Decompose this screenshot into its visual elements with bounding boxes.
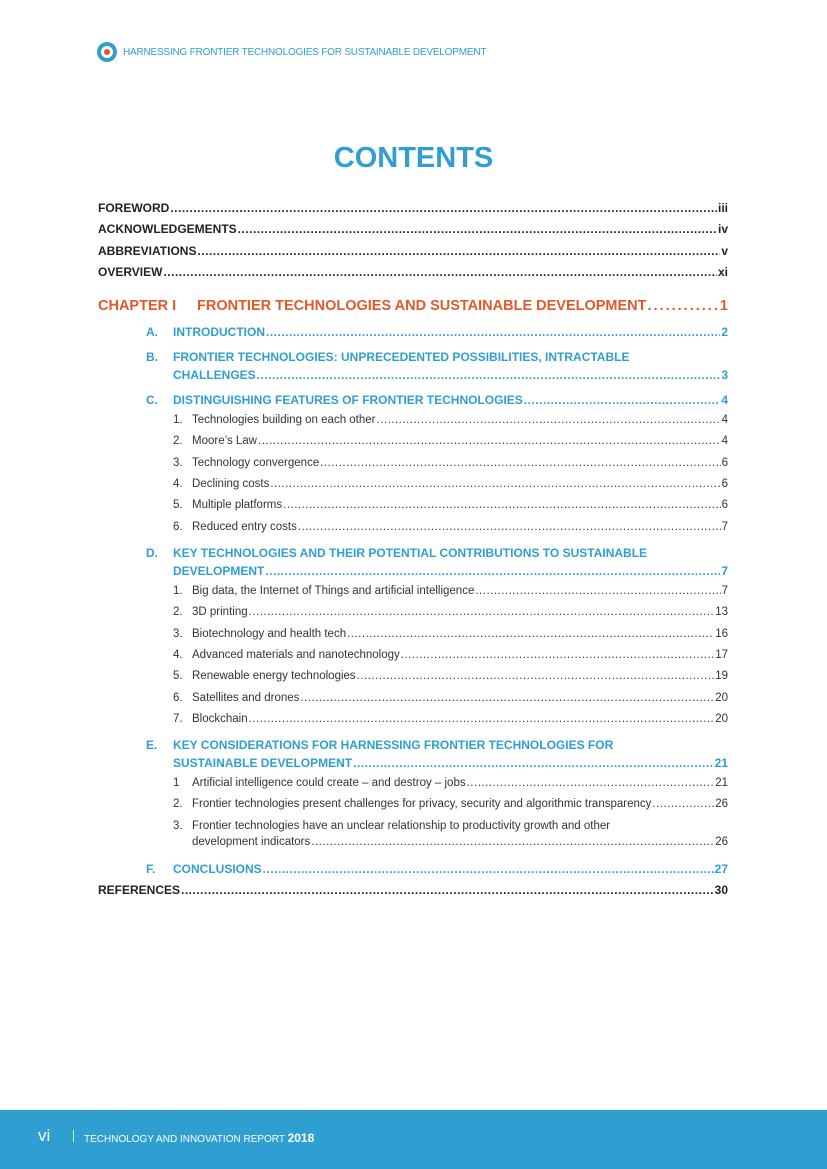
toc-subsection[interactable] [173,670,728,683]
toc-section-b[interactable] [146,350,728,364]
toc-section-d[interactable] [146,546,728,560]
toc-subsection[interactable] [173,820,728,832]
entry-label: Frontier technologies present challenges for privacy, security and algorithmic transparency [192,798,652,810]
dot-leader [170,201,717,215]
running-title: HARNESSING FRONTIER TECHNOLOGIES FOR SUSTAINABLE DEVELOPMENT [123,46,487,58]
toc-entry-acknowledgements[interactable] [98,222,728,236]
section-letter: D. [146,546,158,560]
item-number: 6. [173,691,183,704]
toc-subsection[interactable] [173,435,728,448]
running-header [97,42,486,62]
dot-leader [524,393,721,407]
entry-page: 7 [721,564,728,578]
toc-subsection[interactable] [173,499,728,512]
dot-leader [181,883,714,897]
dot-leader [163,265,717,279]
dot-leader [257,368,721,382]
item-number: 5. [173,670,183,683]
dot-leader [263,862,714,876]
toc-section-e[interactable] [146,738,728,752]
entry-label: development indicators [192,836,311,848]
dot-leader [353,756,714,770]
entry-page: 3 [721,368,728,382]
entry-label: KEY CONSIDERATIONS FOR HARNESSING FRONTIER TECHNOLOGIES FOR [173,738,614,752]
toc-subsection[interactable] [173,477,728,490]
toc-entry-abbreviations[interactable] [98,244,728,258]
toc-subsection[interactable] [173,691,728,704]
entry-page: 30 [714,883,728,897]
toc-entry-foreword[interactable] [98,201,728,215]
toc-subsection[interactable] [173,712,728,725]
dot-leader [270,478,720,490]
entry-label: Declining costs [192,477,270,490]
toc-subsection[interactable] [173,585,728,597]
item-number: 1 [173,777,180,789]
entry-label: Blockchain [192,712,248,725]
dot-leader [283,499,720,511]
entry-label: FOREWORD [98,201,170,215]
entry-label: KEY TECHNOLOGIES AND THEIR POTENTIAL CONTRIBUTIONS TO SUSTAINABLE [173,546,648,560]
page-title: CONTENTS [333,142,494,174]
entry-label: Renewable energy technologies [192,670,356,683]
item-number: 4. [173,648,183,661]
chapter-title: FRONTIER TECHNOLOGIES AND SUSTAINABLE DEVELOPMENT [197,298,647,314]
toc-subsection-cont[interactable] [192,836,728,848]
toc-section-a[interactable] [146,325,728,339]
report-title: TECHNOLOGY AND INNOVATION REPORT [84,1134,285,1145]
page-number: vi [38,1126,51,1145]
dot-leader [197,244,720,258]
report-name [84,1131,314,1145]
toc-subsection[interactable] [173,648,728,661]
entry-page: 20 [715,691,728,704]
toc-section-f[interactable] [146,862,728,876]
toc-entry-overview[interactable] [98,265,728,279]
toc-subsection[interactable] [173,606,728,619]
entry-page: 7 [721,520,728,533]
entry-label: OVERVIEW [98,265,163,279]
divider [73,1130,74,1142]
dot-leader [377,414,721,426]
entry-label: ABBREVIATIONS [98,244,197,258]
entry-page: 6 [721,477,728,490]
entry-page: 16 [715,627,728,640]
item-number: 2. [173,606,183,619]
item-number: 5. [173,499,183,512]
toc-section-d-cont[interactable] [173,564,728,578]
dot-leader [357,670,715,682]
section-letter: E. [146,738,158,752]
entry-page: iv [717,222,728,236]
toc-subsection[interactable] [173,520,728,533]
entry-label: Artificial intelligence could create – and destroy – jobs [192,777,466,789]
dot-leader [266,325,720,339]
entry-page: 26 [715,798,728,810]
entry-page: 2 [721,325,728,339]
entry-label: Multiple platforms [192,499,283,512]
entry-page: 6 [721,499,728,512]
entry-page: 4 [721,414,728,426]
report-logo-icon [97,42,117,62]
dot-leader [298,521,721,533]
toc-section-e-cont[interactable] [173,756,728,770]
entry-page: 26 [715,836,728,848]
entry-page: 19 [715,670,728,683]
entry-label: Advanced materials and nanotechnology [192,648,400,661]
entry-page: 17 [715,648,728,661]
entry-label: Technologies building on each other [192,414,376,426]
toc-subsection[interactable] [173,414,728,426]
toc-subsection[interactable] [173,798,728,810]
entry-label: Reduced entry costs [192,520,297,533]
dot-leader [249,606,715,618]
entry-page: 27 [714,862,728,876]
report-year: 2018 [287,1131,315,1145]
entry-label: CONCLUSIONS [173,862,262,876]
dot-leader [648,298,719,314]
item-number: 2. [173,435,183,448]
item-number: 6. [173,520,183,533]
dot-leader [238,222,717,236]
dot-leader [258,435,721,447]
entry-page: v [721,244,728,258]
toc-entry-references[interactable] [98,883,728,897]
entry-page: iii [717,201,728,215]
toc-section-c[interactable] [146,393,728,407]
entry-page: 21 [714,756,728,770]
page-footer [0,1110,827,1169]
toc-subsection[interactable] [173,456,728,469]
toc-subsection[interactable] [173,627,728,640]
entry-page: xi [717,265,728,279]
dot-leader [249,713,715,725]
item-number: 1. [173,414,183,426]
entry-label: ACKNOWLEDGEMENTS [98,222,237,236]
entry-page: 4 [721,435,728,448]
entry-page: 13 [715,606,728,619]
dot-leader [265,564,720,578]
entry-label: Big data, the Internet of Things and artificial intelligence [192,585,475,597]
entry-page: 20 [715,712,728,725]
item-number: 7. [173,712,183,725]
chapter-label: CHAPTER I [98,298,177,314]
toc-subsection[interactable] [173,777,728,789]
item-number: 4. [173,477,183,490]
entry-page: 21 [715,777,728,789]
entry-label: DEVELOPMENT [173,564,265,578]
entry-label: Technology convergence [192,456,320,469]
item-number: 3. [173,627,183,640]
entry-label: FRONTIER TECHNOLOGIES: UNPRECEDENTED POSSIBILITIES, INTRACTABLE [173,350,630,364]
entry-page: 4 [721,393,728,407]
entry-page: 1 [719,298,728,314]
dot-leader [652,798,714,810]
dot-leader [311,836,714,848]
entry-page: 7 [721,585,728,597]
toc-chapter-1[interactable] [98,298,728,314]
entry-label: Biotechnology and health tech [192,627,347,640]
toc-section-b-cont[interactable] [173,368,728,382]
item-number: 1. [173,585,183,597]
dot-leader [401,649,714,661]
dot-leader [320,457,720,469]
dot-leader [347,628,714,640]
dot-leader [475,585,720,597]
section-letter: A. [146,325,158,339]
entry-label: DISTINGUISHING FEATURES OF FRONTIER TECHNOLOGIES [173,393,523,407]
item-number: 2. [173,798,183,810]
section-letter: F. [146,862,156,876]
entry-page: 6 [721,456,728,469]
item-number: 3. [173,456,183,469]
entry-label: CHALLENGES [173,368,256,382]
dot-leader [300,692,714,704]
section-letter: B. [146,350,158,364]
entry-label: 3D printing [192,606,248,619]
entry-label: Moore’s Law [192,435,257,448]
entry-label: Frontier technologies have an unclear relationship to productivity growth and other [192,820,611,832]
dot-leader [467,777,715,789]
entry-label: REFERENCES [98,883,181,897]
entry-label: INTRODUCTION [173,325,265,339]
item-number: 3. [173,820,183,832]
entry-label: SUSTAINABLE DEVELOPMENT [173,756,353,770]
section-letter: C. [146,393,158,407]
entry-label: Satellites and drones [192,691,300,704]
